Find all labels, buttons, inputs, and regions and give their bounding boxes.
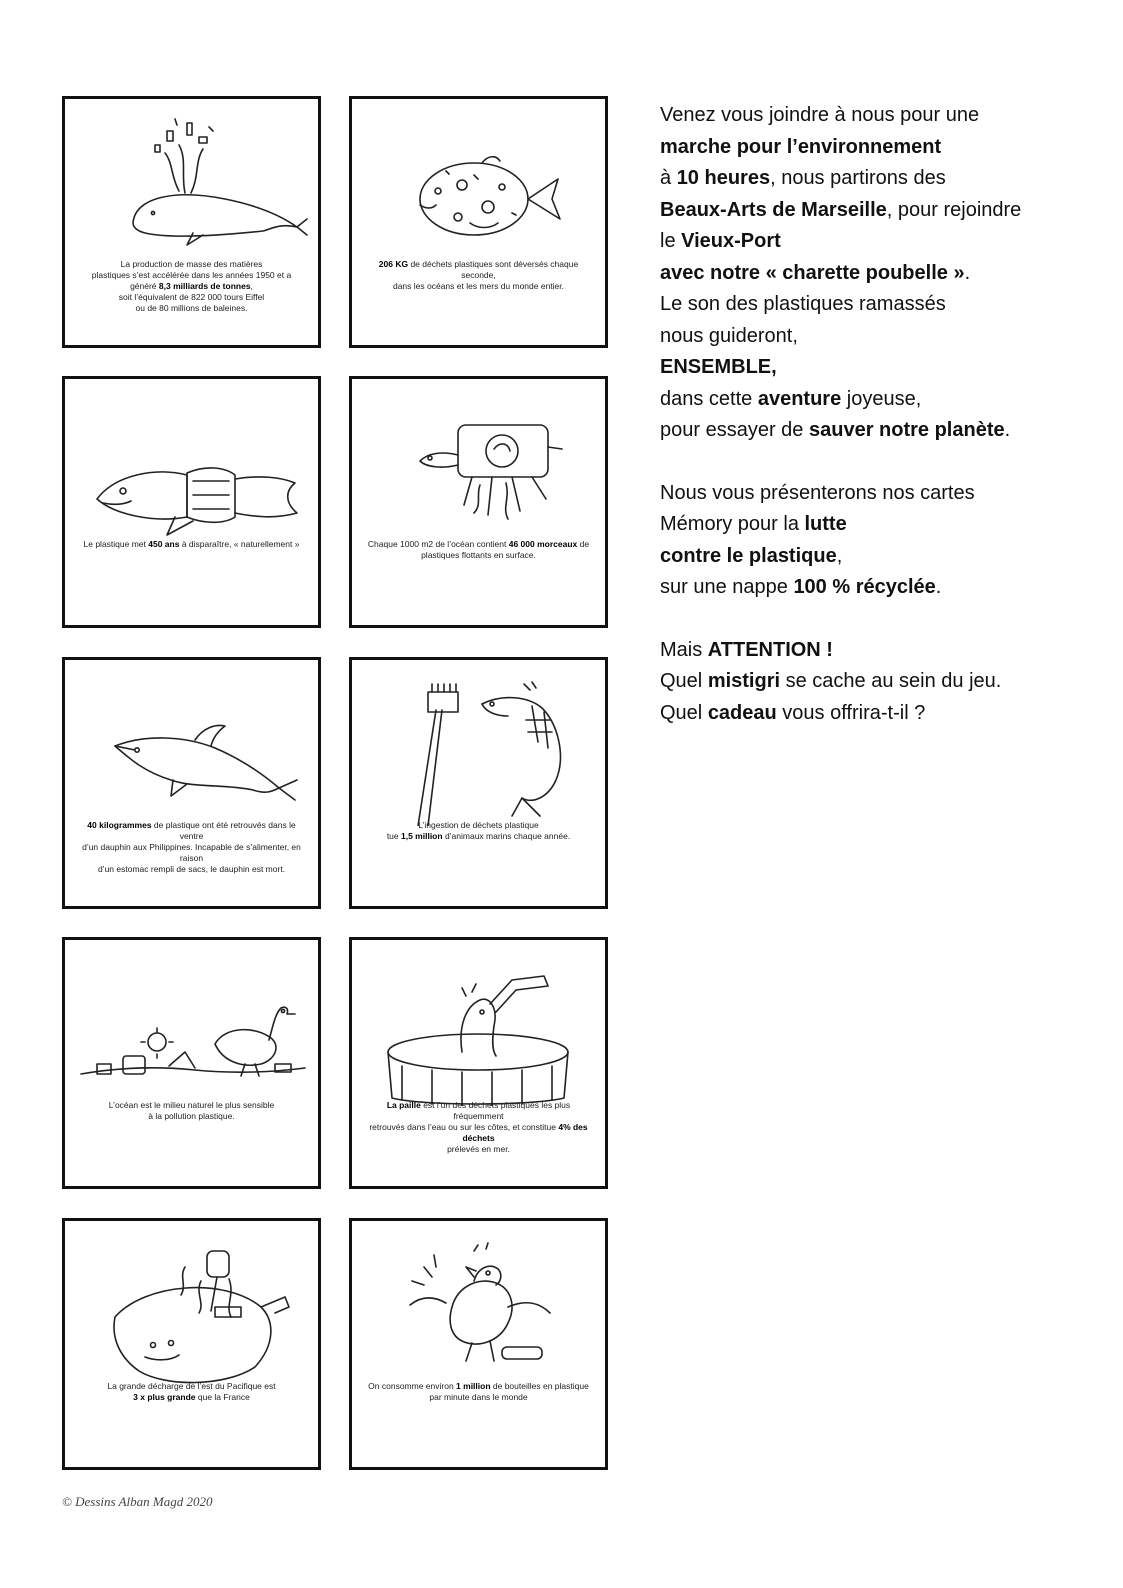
emphasis-text: 100 % récyclée: [793, 576, 936, 598]
text-segment: pour essayer de: [660, 419, 809, 441]
text-segment: plastiques s’est accélérée dans les années 1950 et a: [91, 270, 292, 280]
text-segment: sur une nappe: [660, 576, 794, 598]
emphasis-text: avec notre « charette poubelle »: [660, 261, 965, 284]
text-segment: ,: [250, 281, 253, 291]
memory-card-whale: [62, 96, 321, 348]
text-segment: On consomme environ: [368, 1381, 457, 1391]
invitation-text: [660, 100, 1100, 760]
text-segment: La production de masse des matières: [120, 259, 263, 269]
bird-on-waste-shore-icon: [75, 956, 308, 1106]
card-caption: [366, 1100, 591, 1155]
memory-paragraph: [660, 478, 1100, 604]
card-caption: [79, 1381, 304, 1403]
text-segment: ou de 80 millions de baleines.: [135, 303, 248, 313]
text-segment: joyeuse,: [841, 387, 922, 410]
text-segment: retrouvés dans l’eau ou sur les côtes, et constitue: [369, 1122, 559, 1132]
text-segment: Le plastique met: [83, 539, 149, 549]
memory-card-fish-bag: [62, 376, 321, 628]
text-segment: dans les océans et les mers du monde entier.: [392, 281, 565, 291]
text-segment: est l’un des déchets plastiques les plus fréquemment: [420, 1100, 571, 1121]
emphasis-text: 46 000 morceaux: [508, 539, 578, 549]
emphasis-text: Beaux-Arts de Marseille: [660, 198, 887, 221]
text-segment: soit l’équivalent de 822 000 tours Eiffel: [118, 292, 265, 302]
text-segment: Quel: [660, 670, 708, 692]
text-segment: dans cette: [660, 387, 758, 410]
emphasis-text: ATTENTION !: [707, 638, 833, 661]
stingray-with-waste-icon: [75, 1237, 308, 1387]
text-segment: que la France: [195, 1392, 250, 1402]
emphasis-text: ENSEMBLE,: [660, 356, 777, 378]
emphasis-text: Vieux-Port: [681, 230, 781, 252]
card-caption: [79, 1100, 304, 1122]
emphasis-text: 4% des déchets: [462, 1122, 588, 1143]
text-segment: nous guideront,: [660, 324, 798, 347]
card-caption: [79, 820, 304, 875]
emphasis-text: 3 x plus grande: [133, 1392, 196, 1402]
text-segment: de déchets plastiques sont déversés chaque seconde,: [408, 259, 579, 280]
memory-card-bird-straw: [349, 937, 608, 1189]
text-segment: Chaque 1000 m2 de l’océan contient: [367, 539, 509, 549]
emphasis-text: 450 ans: [148, 539, 180, 549]
emphasis-text: 206 KG: [378, 259, 409, 269]
text-segment: Quel: [660, 701, 708, 724]
emphasis-text: 8,3 milliards de tonnes: [158, 281, 251, 291]
seabird-with-bottle-icon: [362, 1237, 595, 1387]
text-segment: plastiques flottants en surface.: [421, 550, 536, 560]
text-segment: L’océan est le milieu naturel le plus sensible: [108, 1100, 275, 1110]
text-segment: d’un dauphin aux Philippines. Incapable de s’alimenter, en raison: [82, 842, 301, 863]
text-segment: de: [577, 539, 590, 549]
emphasis-text: 1,5 million: [401, 831, 443, 841]
text-segment: à disparaître, « naturellement »: [179, 539, 300, 549]
text-segment: de bouteilles en plastique par minute dans le monde: [429, 1381, 589, 1402]
text-segment: .: [1004, 419, 1011, 441]
text-segment: .: [964, 261, 971, 284]
emphasis-text: 10 heures: [676, 167, 771, 189]
text-segment: , pour rejoindre: [886, 198, 1022, 221]
text-segment: de plastique ont été retrouvés dans le ventre: [151, 820, 296, 841]
memory-card-stingray: [62, 1218, 321, 1470]
text-segment: le: [660, 230, 682, 252]
text-segment: .: [935, 576, 942, 598]
card-caption: [79, 539, 304, 550]
emphasis-text: sauver notre planète: [808, 419, 1005, 441]
text-segment: généré: [130, 281, 159, 291]
memory-card-bird-shore: [62, 937, 321, 1189]
emphasis-text: lutte: [804, 513, 847, 535]
text-segment: vous offrira-t-il ?: [776, 701, 926, 724]
emphasis-text: mistigri: [707, 670, 781, 692]
text-segment: Venez vous joindre à nous pour une: [660, 104, 980, 126]
text-segment: ,: [836, 544, 843, 567]
bird-in-bucket-with-straw-icon: [362, 956, 595, 1106]
text-segment: d’animaux marins chaque année.: [442, 831, 571, 841]
emphasis-text: cadeau: [707, 701, 777, 724]
dolphin-icon: [75, 676, 308, 826]
emphasis-text: 40 kilogrammes: [87, 820, 152, 830]
card-caption: [366, 1381, 591, 1403]
emphasis-text: marche pour l’environnement: [660, 135, 942, 158]
text-segment: Mais: [660, 638, 708, 661]
fish-in-plastic-bag-icon: [75, 395, 308, 545]
invitation-paragraph: [660, 100, 1100, 447]
text-segment: Le son des plastiques ramassés: [660, 293, 946, 315]
emphasis-text: contre le plastique: [660, 544, 837, 567]
text-segment: prélevés en mer.: [447, 1144, 510, 1154]
emphasis-text: La paille: [386, 1100, 421, 1110]
whale-spouting-plastic-icon: [75, 115, 308, 265]
toothbrush-and-fish-icon: [362, 676, 595, 826]
emphasis-text: 1 million: [456, 1381, 491, 1391]
text-segment: à la pollution plastique.: [148, 1111, 235, 1121]
card-caption: [366, 539, 591, 561]
memory-card-seabird-bottle: [349, 1218, 608, 1470]
card-caption: [366, 259, 591, 292]
text-segment: tue: [386, 831, 401, 841]
memory-card-dolphin: [62, 657, 321, 909]
memory-card-toothbrush-fish: [349, 657, 608, 909]
attention-paragraph: [660, 635, 1100, 730]
memory-card-turtle: [349, 376, 608, 628]
text-segment: d’un estomac rempli de sacs, le dauphin est mort.: [97, 864, 286, 874]
illustration-credit: © Dessins Alban Magd 2020: [62, 1494, 213, 1509]
emphasis-text: aventure: [757, 387, 842, 410]
text-segment: se cache au sein du jeu.: [780, 670, 1002, 692]
memory-card-pufferfish: [349, 96, 608, 348]
text-segment: à: [660, 167, 677, 189]
text-segment: , nous partirons des: [770, 167, 946, 189]
text-segment: La grande décharge de l’est du Pacifique est: [107, 1381, 276, 1391]
turtle-in-can-icon: [362, 395, 595, 545]
card-caption: [366, 820, 591, 842]
pufferfish-icon: [362, 115, 595, 265]
card-caption: [79, 259, 304, 314]
text-segment: Mémory pour la: [660, 513, 805, 535]
text-segment: Nous vous présenterons nos cartes: [660, 481, 975, 504]
text-segment: L’ingestion de déchets plastique: [418, 820, 539, 830]
